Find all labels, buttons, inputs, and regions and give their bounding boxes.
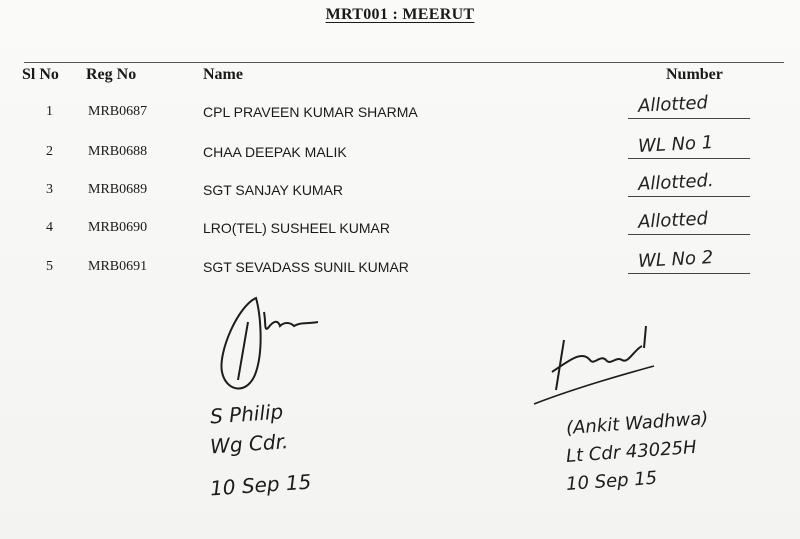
signature-right-scrawl (530, 320, 670, 410)
signature-left-scrawl (208, 292, 338, 402)
cell-name: CHAA DEEPAK MALIK (203, 144, 347, 160)
cell-reg-no: MRB0691 (88, 259, 148, 274)
signatory-rank: Wg Cdr. (209, 429, 290, 459)
header-divider (24, 62, 784, 63)
cell-sl-no: 5 (46, 259, 53, 274)
signature-right-block (566, 410, 708, 494)
signature-date: 10 Sep 15 (565, 467, 658, 495)
table-header (0, 66, 800, 88)
table-row (0, 208, 800, 242)
cell-sl-no: 2 (46, 144, 53, 159)
document-title (0, 6, 800, 24)
cell-sl-no: 3 (46, 182, 53, 197)
signatory-rank: Lt Cdr 43025H (565, 436, 698, 467)
table-row (0, 247, 800, 281)
handwritten-number: WL No 1 (637, 132, 714, 157)
header-number: Number (666, 66, 723, 83)
cell-number (628, 249, 750, 274)
cell-number (628, 134, 750, 159)
table-row (0, 92, 800, 126)
cell-reg-no: MRB0690 (88, 220, 148, 235)
cell-name: SGT SANJAY KUMAR (203, 182, 344, 198)
header-sl-no: Sl No (22, 66, 59, 83)
handwritten-number: Allotted (637, 208, 709, 233)
cell-reg-no: MRB0687 (88, 104, 148, 119)
signature-date: 10 Sep 15 (209, 469, 313, 501)
signatory-name: S Philip (209, 399, 284, 429)
cell-number (628, 94, 750, 119)
cell-name: LRO(TEL) SUSHEEL KUMAR (203, 220, 390, 236)
header-name: Name (203, 66, 243, 83)
cell-name: CPL PRAVEEN KUMAR SHARMA (203, 104, 418, 120)
title-text: MRT001 : MEERUT (325, 6, 475, 23)
table-row (0, 170, 800, 204)
handwritten-number: Allotted (637, 92, 709, 117)
table-row (0, 132, 800, 166)
cell-reg-no: MRB0688 (88, 144, 148, 159)
cell-name: SGT SEVADASS SUNIL KUMAR (203, 259, 409, 275)
handwritten-number: Allotted. (637, 170, 715, 195)
cell-sl-no: 1 (46, 104, 53, 119)
cell-number (628, 172, 750, 197)
cell-number (628, 210, 750, 235)
signatory-name: (Ankit Wadhwa) (565, 408, 709, 439)
signature-left-block (210, 398, 311, 500)
header-reg-no: Reg No (86, 66, 137, 83)
handwritten-number: WL No 2 (637, 247, 714, 272)
cell-sl-no: 4 (46, 220, 53, 235)
cell-reg-no: MRB0689 (88, 182, 148, 197)
